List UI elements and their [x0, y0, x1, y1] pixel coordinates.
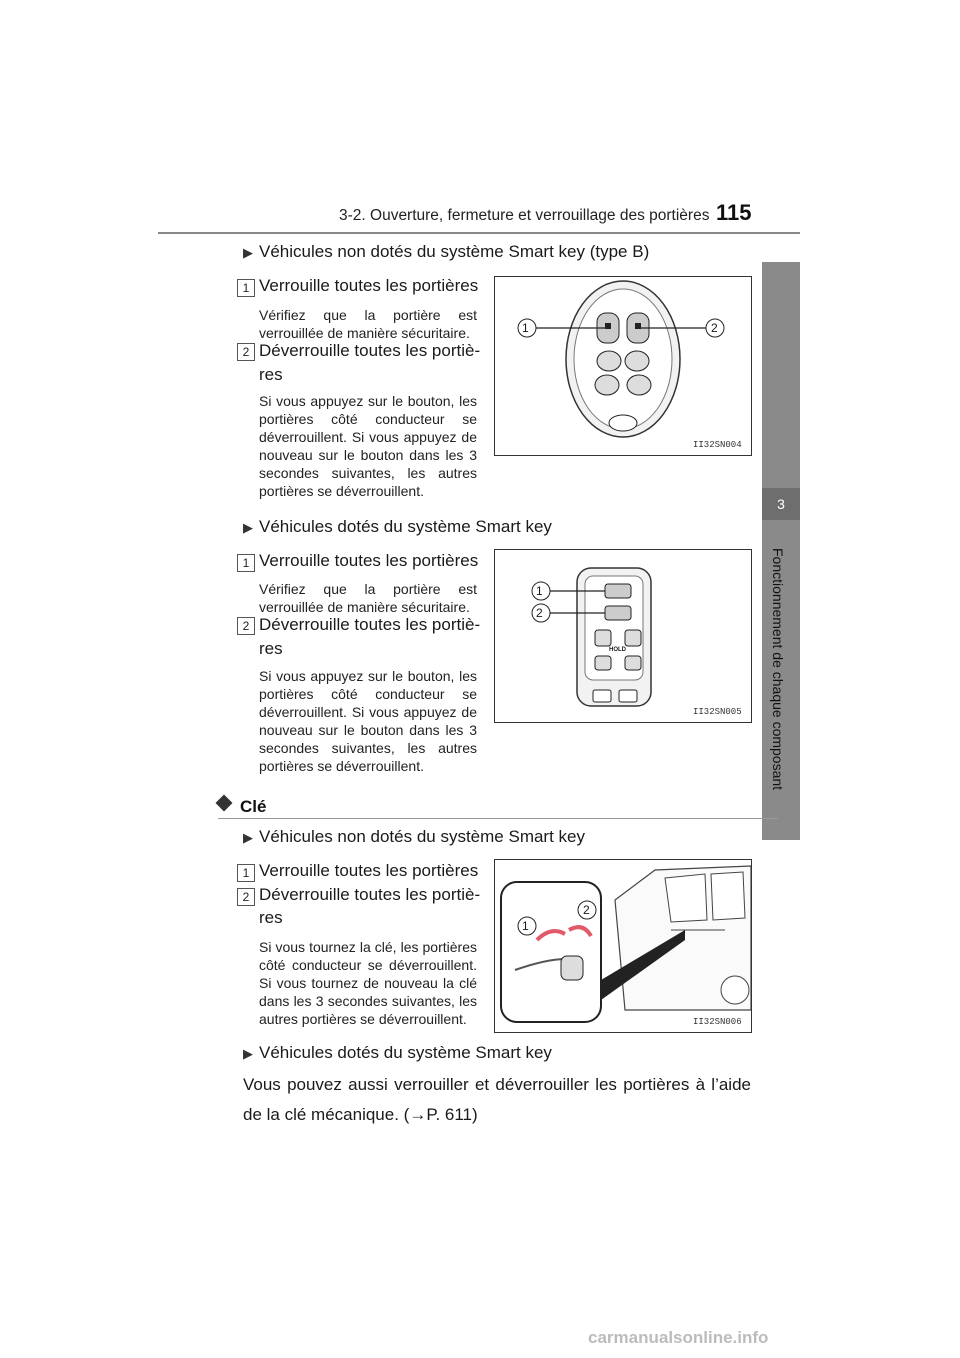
section-header: 3-2. Ouverture, fermeture et verrouillage des portières [339, 207, 710, 224]
item-title: Verrouille toutes les portières [259, 551, 479, 570]
subsection-heading: Véhicules dotés du système Smart key [259, 517, 552, 536]
figure-code: II32SN006 [693, 1017, 742, 1027]
callout-2: 2 [711, 321, 718, 335]
section-title: Clé [240, 797, 267, 816]
item-number: 1 [237, 279, 255, 297]
bullet-triangle-icon: ▶ [243, 1046, 253, 1061]
bullet-triangle-icon: ▶ [243, 830, 253, 845]
item-note: Vérifiez que la portière est verrouillée de manière sécuritaire. [259, 581, 477, 615]
chapter-number: 3 [762, 488, 800, 520]
subsection-heading: Véhicules non dotés du système Smart key [259, 827, 585, 846]
figure-code: II32SN004 [693, 440, 742, 450]
section-divider [218, 818, 778, 819]
item-number: 2 [237, 888, 255, 906]
chapter-label: Fonctionnement de chaque composant [770, 548, 786, 791]
item-note: Vérifiez que la portière est verrouillée de manière sécuritaire. [259, 307, 477, 341]
smart-key-figure [494, 549, 752, 723]
item-title: Verrouille toutes les portières [259, 861, 479, 880]
bullet-triangle-icon: ▶ [243, 245, 253, 260]
page-number: 115 [716, 200, 752, 225]
remote-key-figure [494, 276, 752, 456]
callout-2: 2 [583, 903, 590, 917]
door-key-figure [494, 859, 752, 1033]
side-tab-top [762, 262, 800, 488]
door-key-illustration [495, 860, 751, 1032]
item-number: 1 [237, 864, 255, 882]
item-title-cont: res [259, 365, 283, 384]
item-title: Déverrouille toutes les portiè- [259, 885, 481, 904]
item-title: Déverrouille toutes les portiè- [259, 615, 481, 634]
item-title: Déverrouille toutes les portiè- [259, 341, 481, 360]
item-note: Si vous tournez la clé, les portières côté conducteur se déverrouillent. Si vous tournez de nouveau la clé dans les 3 secondes suivantes, les autres portières se déverrouillent. [259, 939, 477, 1027]
watermark: carmanualsonline.info [588, 1328, 769, 1347]
hold-label: HOLD [609, 647, 626, 653]
body-paragraph: Vous pouvez aussi verrouiller et déverrouiller les portières à l’aide de la clé mécanique. (→P. 611) [243, 1075, 751, 1124]
callout-1: 1 [536, 584, 543, 598]
remote-key-illustration [495, 277, 751, 455]
subsection-heading: Véhicules dotés du système Smart key [259, 1043, 552, 1062]
figure-code: II32SN005 [693, 707, 742, 717]
item-number: 2 [237, 343, 255, 361]
section-diamond-icon [216, 795, 233, 812]
item-number: 2 [237, 617, 255, 635]
item-title-cont: res [259, 908, 283, 927]
item-note: Si vous appuyez sur le bouton, les portières côté conducteur se déverrouillent. Si vous appuyez de nouveau sur le bouton dans les 3 secondes suivantes, les autres portières se déverrouillent. [259, 393, 477, 499]
callout-2: 2 [536, 606, 543, 620]
subsection-heading: Véhicules non dotés du système Smart key (type B) [259, 242, 650, 261]
item-title-cont: res [259, 639, 283, 658]
item-note: Si vous appuyez sur le bouton, les portières côté conducteur se déverrouillent. Si vous appuyez de nouveau sur le bouton dans les 3 secondes suivantes, les autres portières se déverrouillent. [259, 668, 477, 774]
callout-1: 1 [522, 919, 529, 933]
item-title: Verrouille toutes les portières [259, 276, 479, 295]
smart-key-illustration [495, 550, 751, 722]
item-number: 1 [237, 554, 255, 572]
header-divider [158, 232, 800, 234]
callout-1: 1 [522, 321, 529, 335]
bullet-triangle-icon: ▶ [243, 520, 253, 535]
